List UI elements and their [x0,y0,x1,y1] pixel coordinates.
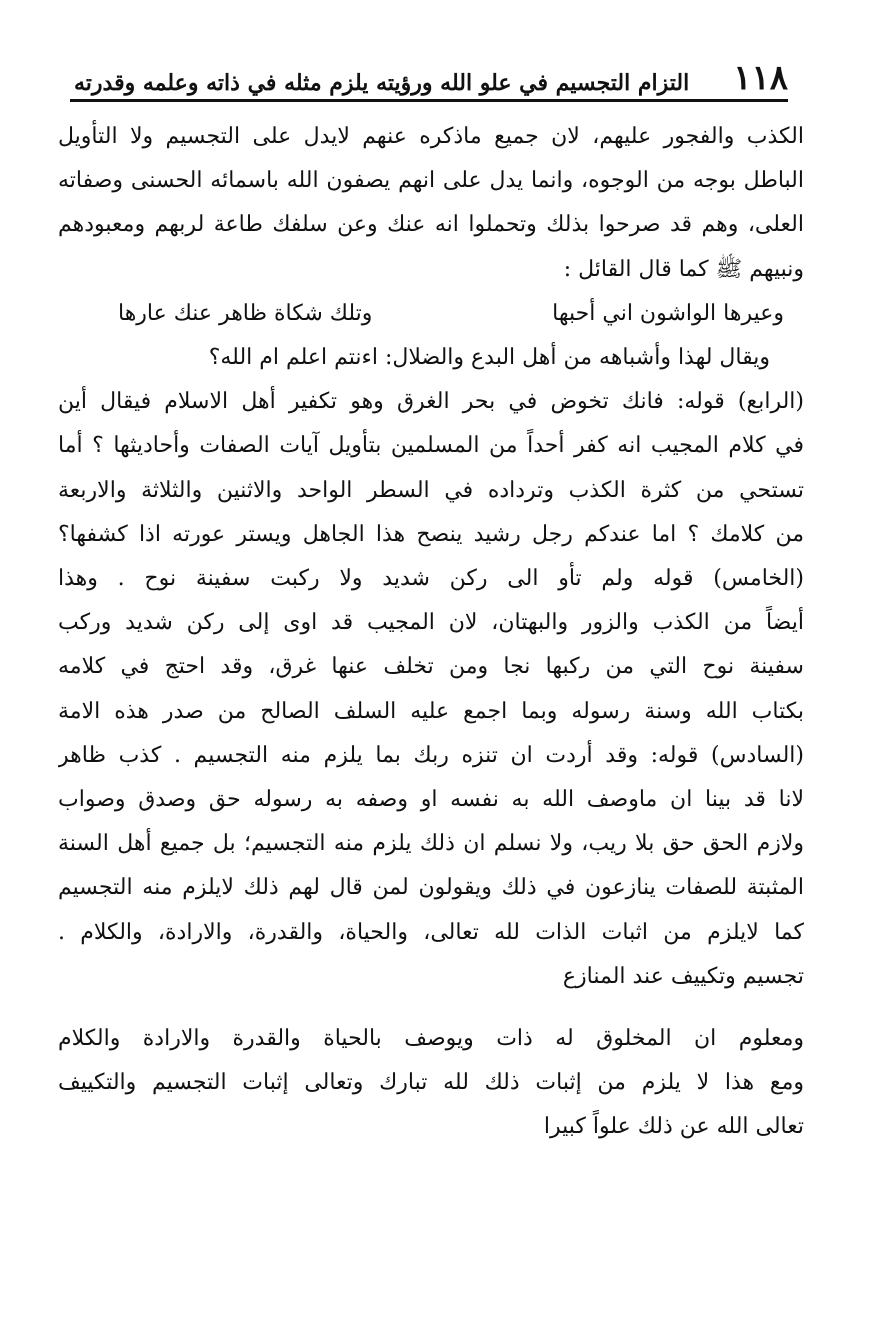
text-line: من كلامك ؟ اما عندكم رجل رشيد ينصح هذا الجاهل ويستر عورته اذا كشفها؟ [58,521,804,547]
paragraph-conclusion [58,1017,804,1150]
text-line: (السادس) قوله: وقد أردت ان تنزه ربك بما يلزم منه التجسيم . كذب ظاهر [58,742,804,768]
text-line: المثبتة للصفات ينازعون في ذلك ويقولون لمن قال لهم ذلك لايلزم منه التجسيم [58,875,804,901]
text-line: سفينة نوح التي من ركبها نجا ومن تخلف عنها غرق، وقد احتج في كلامه [58,654,804,680]
text-line: الباطل بوجه من الوجوه، وانما يدل على انهم يصفون الله باسمائه الحسنى وصفاته [58,168,804,194]
page-number: ١١٨ [733,58,788,98]
text-line: ومعلوم ان المخلوق له ذات ويوصف بالحياة والقدرة والارادة والكلام [58,1026,804,1052]
text-line: بكتاب الله وسنة رسوله وبما اجمع عليه السلف الصالح من صدر هذه الامة [58,698,804,724]
verse-first-hemistich: وعيرها الواشون اني أحبها [552,300,784,326]
paragraph-sixth-point [58,734,804,999]
text-line: العلى، وهم قد صرحوا بذلك وتحملوا انه عنك وعن سلفك طاعة لربهم ومعبودهم [58,212,804,238]
text-line: تستحي من كثرة الكذب وترداده في السطر الواحد والاثنين والثلاثة والاربعة [58,477,804,503]
text-line: الكذب والفجور عليهم، لان جميع ماذكره عنهم لايدل على التجسيم ولا التأويل [58,124,804,149]
text-line: أيضاً من الكذب والزور والبهتان، لان المجيب قد اوى إلى ركن شديد وركب [58,610,804,636]
text-line: لانا قد بينا ان ماوصف الله به نفسه او وصفه به رسوله حق وصدق وصواب [58,787,804,813]
verse-second-hemistich: وتلك شكاة ظاهر عنك عارها [118,300,373,326]
text-line: ومع هذا لا يلزم من إثبات ذلك لله تبارك وتعالى إثبات التجسيم والتكييف [58,1070,804,1096]
text-line: كما لايلزم من اثبات الذات لله تعالى، والحياة، والقدرة، والارادة، والكلام . [58,919,804,945]
paragraph-gap [58,999,804,1017]
text-line: ويقال لهذا وأشباهه من أهل البدع والضلال: اءنتم اعلم ام الله؟ [208,345,770,371]
text-line: (الرابع) قوله: فانك تخوض في بحر الغرق وهو تكفير أهل الاسلام فيقال أين [58,389,804,415]
text-line: تعالى الله عن ذلك علواً كبيرا [543,1114,804,1140]
paragraph-fifth-point [58,557,804,734]
running-title: التزام التجسيم في علو الله ورؤيته يلزم مثله في ذاته وعلمه وقدرته [74,69,690,96]
page-body [58,115,804,1150]
paragraph-fourth-point [58,380,804,557]
text-line: ونبيهم ﷺ كما قال القائل : [563,256,804,282]
text-line: تجسيم وتكييف عند المنازع [562,963,804,989]
paragraph-1 [58,115,804,292]
text-line: في كلام المجيب انه كفر أحداً من المسلمين بتأويل آيات الصفات وأحاديثها ؟ أما [58,433,804,459]
text-line: (الخامس) قوله ولم تأو الى ركن شديد ولا ركبت سفينة نوح . وهذا [58,566,804,592]
page-header [70,48,788,102]
poetry-verse [58,292,804,336]
paragraph-2 [58,336,804,380]
text-line: ولازم الحق حق بلا ريب، ولا نسلم ان ذلك يلزم منه التجسيم؛ بل جميع أهل السنة [58,831,804,857]
